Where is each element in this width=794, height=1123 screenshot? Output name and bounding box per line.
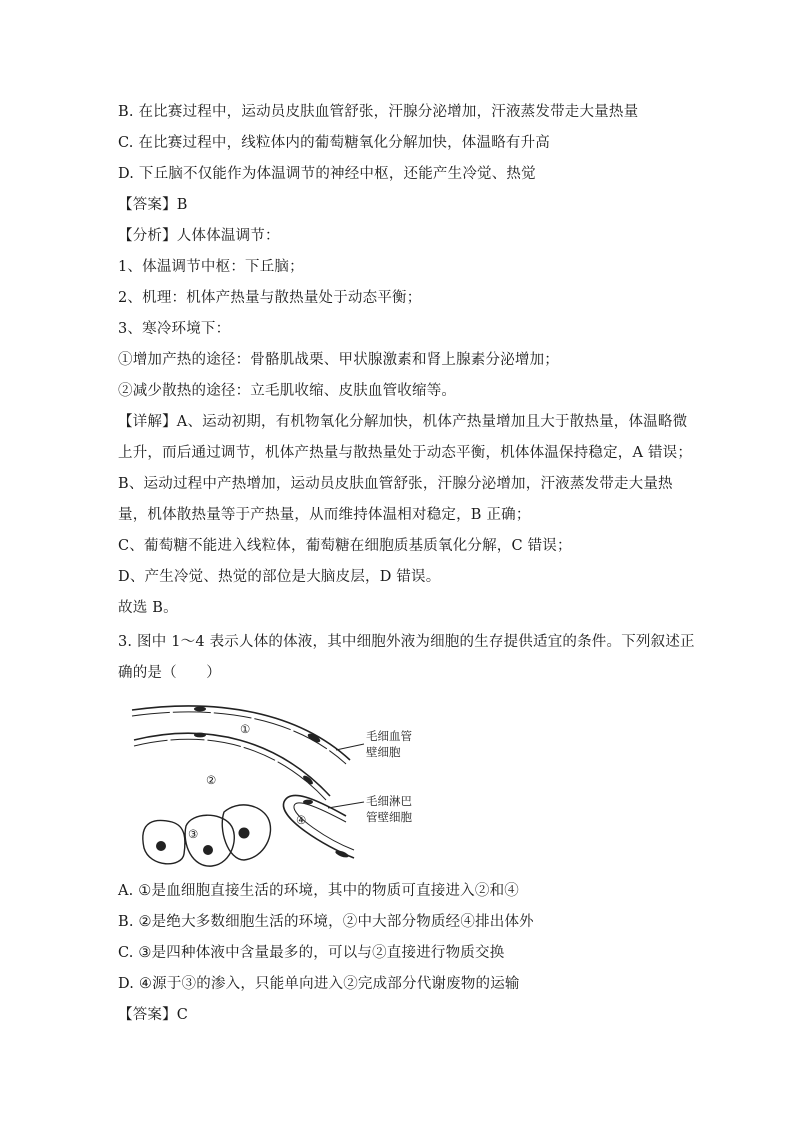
lymph-label-line1: 毛细淋巴	[366, 794, 412, 808]
lymph-nucleus	[303, 800, 313, 805]
capillary-label-line2: 壁细胞	[366, 745, 401, 759]
q3-option-b: B. ②是绝大多数细胞生活的环境，②中大部分物质经④排出体外	[118, 914, 534, 930]
label-1: ①	[240, 722, 251, 736]
detail-line: B、运动过程中产热增加，运动员皮肤血管舒张，汗腺分泌增加，汗液蒸发带走大量热	[118, 476, 673, 492]
q3-answer: 【答案】C	[118, 1007, 189, 1023]
option-c: C. 在比赛过程中，线粒体内的葡萄糖氧化分解加快，体温略有升高	[118, 135, 550, 151]
cell-nucleus	[203, 845, 213, 855]
detail-line: 上升，而后通过调节，机体产热量与散热量处于动态平衡，机体体温保持稳定，A 错误；	[118, 445, 693, 461]
detail-line: C、葡萄糖不能进入线粒体，葡萄糖在细胞质基质氧化分解，C 错误；	[118, 538, 572, 554]
cell-nucleus	[239, 828, 250, 839]
lymph-label-line2: 管壁细胞	[366, 810, 412, 824]
analysis-title: 【分析】人体体温调节：	[118, 228, 280, 244]
analysis-item: 2、机理：机体产热量与散热量处于动态平衡；	[118, 290, 422, 306]
endothelial-nucleus	[194, 707, 206, 712]
label-4: ④	[296, 813, 307, 827]
lymph-leader	[328, 802, 364, 808]
detail-line: D、产生冷觉、热觉的部位是大脑皮层，D 错误。	[118, 569, 441, 585]
question3-stem: 3. 图中 1～4 表示人体的体液，其中细胞外液为细胞的生存提供适宜的条件。下列叙述正	[118, 634, 695, 650]
endothelial-nucleus	[194, 733, 206, 738]
detail-conclusion: 故选 B。	[118, 600, 178, 616]
capillary-leader	[336, 744, 364, 750]
option-b: B. 在比赛过程中，运动员皮肤血管舒张，汗腺分泌增加，汗液蒸发带走大量热量	[118, 104, 639, 120]
analysis-subitem: ②减少散热的途径：立毛肌收缩、皮肤血管收缩等。	[118, 383, 457, 399]
label-2: ②	[206, 773, 217, 787]
body-fluid-diagram-svg	[128, 700, 428, 870]
capillary-wall-inner	[134, 733, 330, 796]
cell-nucleus	[156, 841, 166, 851]
analysis-item: 3、寒冷环境下：	[118, 321, 231, 337]
analysis-subitem: ①增加产热的途径：骨骼肌战栗、甲状腺激素和肾上腺素分泌增加；	[118, 352, 559, 368]
option-d: D. 下丘脑不仅能作为体温调节的神经中枢，还能产生冷觉、热觉	[118, 166, 536, 182]
analysis-item: 1、体温调节中枢：下丘脑；	[118, 259, 304, 275]
q3-option-a: A. ①是血细胞直接生活的环境，其中的物质可直接进入②和④	[118, 883, 519, 899]
q3-option-d: D. ④源于③的渗入，只能单向进入②完成部分代谢废物的运输	[118, 976, 520, 992]
capillary-wall-inner-inner	[134, 739, 326, 800]
answer-label: 【答案】B	[118, 197, 188, 213]
question3-stem: 确的是（ ）	[118, 665, 221, 681]
capillary-label-line1: 毛细血管	[366, 729, 412, 743]
detail-line: 量，机体散热量等于产热量，从而维持体温相对稳定，B 正确；	[118, 507, 531, 523]
body-fluid-diagram	[128, 700, 428, 870]
detail-line: 【详解】A、运动初期，有机物氧化分解加快，机体产热量增加且大于散热量，体温略微	[118, 414, 688, 430]
label-3: ③	[188, 827, 199, 841]
q3-option-c: C. ③是四种体液中含量最多的，可以与②直接进行物质交换	[118, 945, 505, 961]
